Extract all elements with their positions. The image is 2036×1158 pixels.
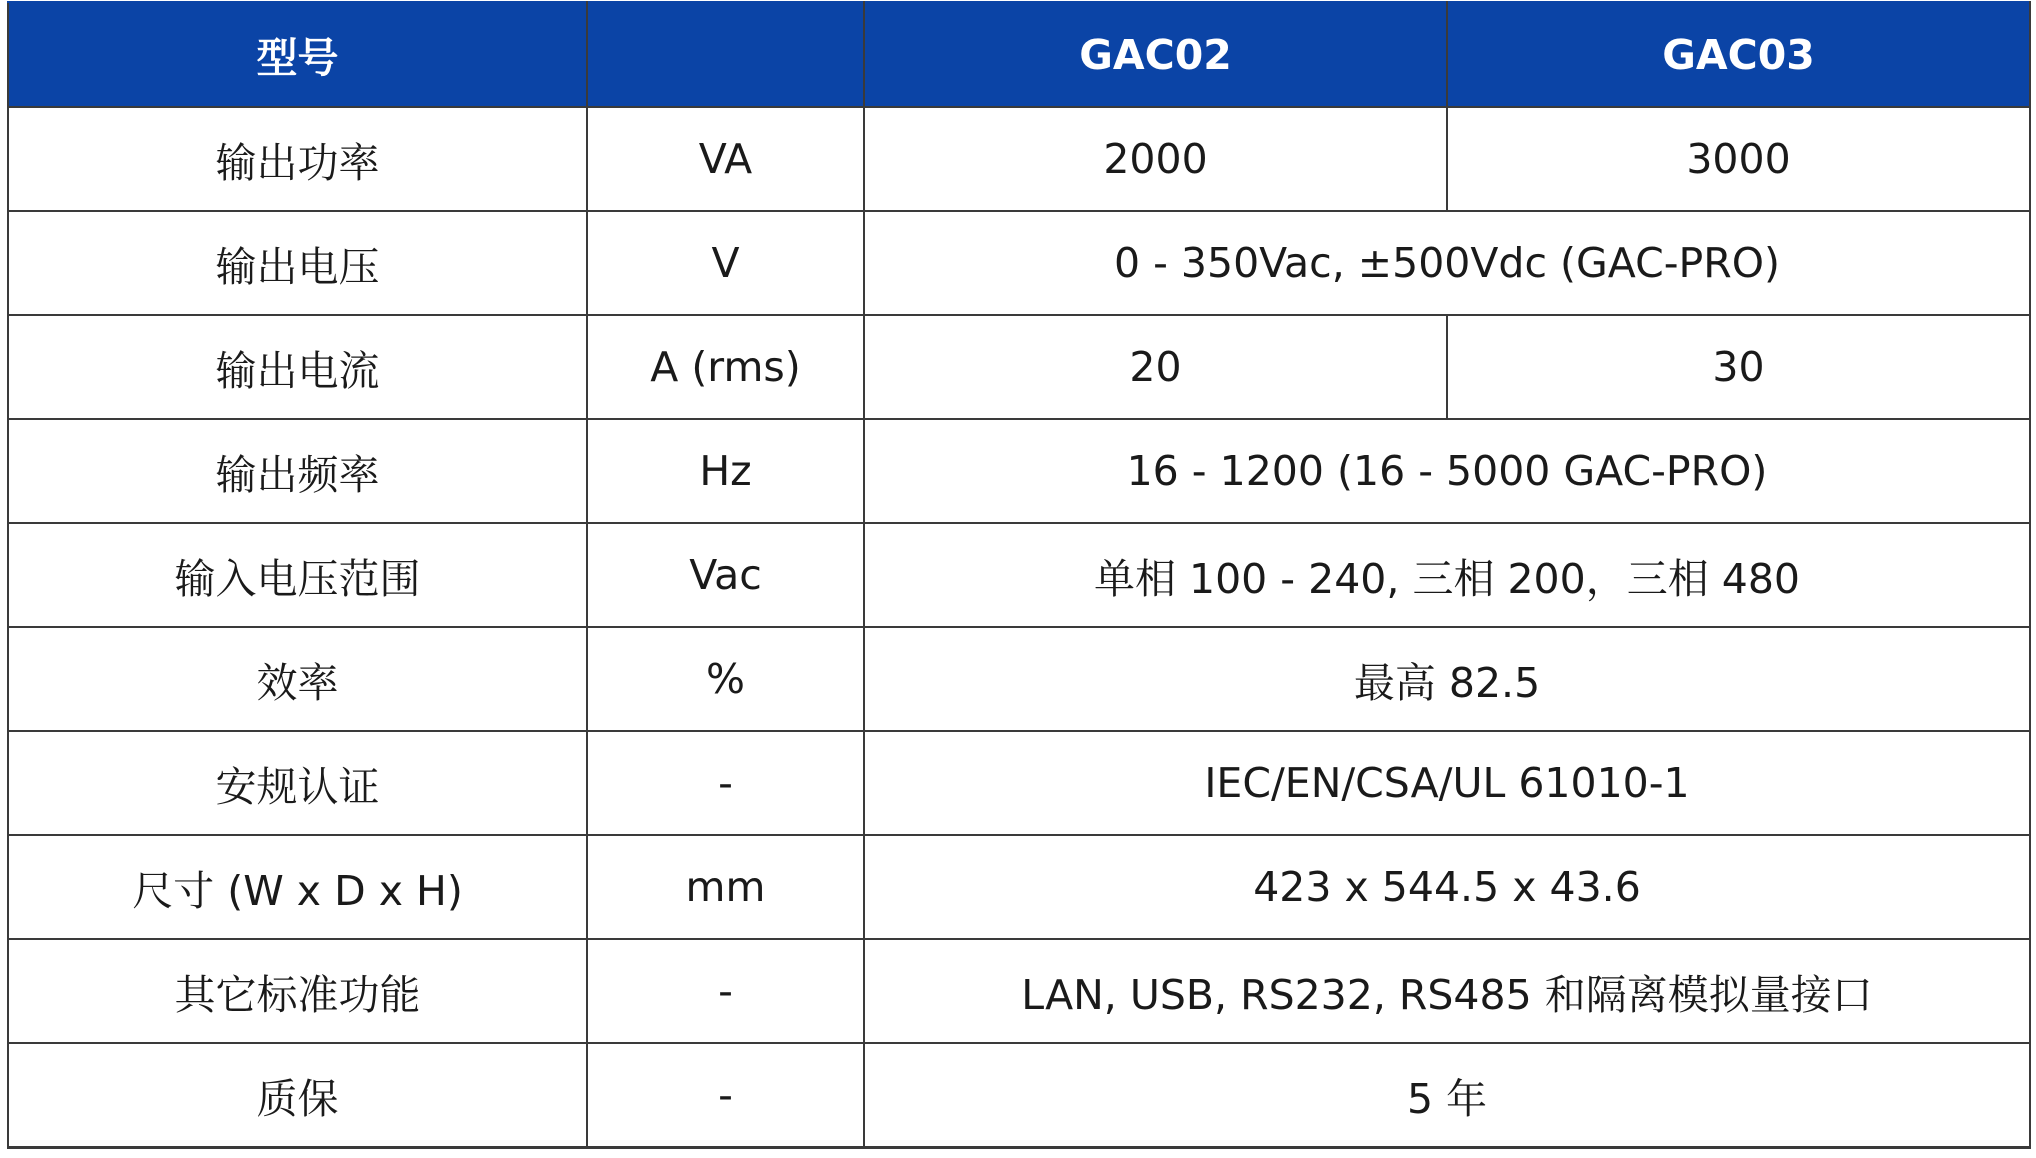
unit-cell: V — [587, 211, 864, 315]
table-body — [8, 107, 2030, 1148]
value-cell-shared: 单相 100 - 240, 三相 200，三相 480 — [864, 523, 2030, 627]
value-cell-shared: 423 x 544.5 x 43.6 — [864, 835, 2030, 939]
header-model-gac02: GAC02 — [864, 2, 1447, 107]
row-input-voltage-range — [8, 523, 2030, 627]
specification-table — [7, 1, 2031, 1149]
param-cell: 安规认证 — [8, 731, 587, 835]
value-cell-gac02: 20 — [864, 315, 1447, 419]
param-cell: 输出电压 — [8, 211, 587, 315]
row-efficiency — [8, 627, 2030, 731]
value-cell-shared: 0 - 350Vac, ±500Vdc (GAC-PRO) — [864, 211, 2030, 315]
row-output-voltage — [8, 211, 2030, 315]
value-cell-shared: 最高 82.5 — [864, 627, 2030, 731]
row-output-current — [8, 315, 2030, 419]
row-output-frequency — [8, 419, 2030, 523]
unit-cell: mm — [587, 835, 864, 939]
unit-cell: - — [587, 939, 864, 1043]
unit-cell: - — [587, 731, 864, 835]
unit-cell: VA — [587, 107, 864, 211]
value-cell-shared: 16 - 1200 (16 - 5000 GAC-PRO) — [864, 419, 2030, 523]
value-cell-shared: 5 年 — [864, 1043, 2030, 1148]
param-cell: 其它标准功能 — [8, 939, 587, 1043]
unit-cell: - — [587, 1043, 864, 1148]
param-cell: 质保 — [8, 1043, 587, 1148]
param-cell: 效率 — [8, 627, 587, 731]
row-safety-certification — [8, 731, 2030, 835]
unit-cell: Hz — [587, 419, 864, 523]
value-cell-gac03: 30 — [1447, 315, 2030, 419]
value-cell-gac02: 2000 — [864, 107, 1447, 211]
param-cell: 输出频率 — [8, 419, 587, 523]
unit-cell: Vac — [587, 523, 864, 627]
param-cell: 输入电压范围 — [8, 523, 587, 627]
header-model-gac03: GAC03 — [1447, 2, 2030, 107]
unit-cell: A (rms) — [587, 315, 864, 419]
header-row — [8, 2, 2030, 107]
param-cell: 尺寸 (W x D x H) — [8, 835, 587, 939]
row-other-standard-features — [8, 939, 2030, 1043]
header-unit-label — [587, 2, 864, 107]
param-cell: 输出功率 — [8, 107, 587, 211]
row-output-power — [8, 107, 2030, 211]
unit-cell: % — [587, 627, 864, 731]
value-cell-shared: IEC/EN/CSA/UL 61010-1 — [864, 731, 2030, 835]
value-cell-gac03: 3000 — [1447, 107, 2030, 211]
row-dimensions — [8, 835, 2030, 939]
row-warranty — [8, 1043, 2030, 1148]
table-header — [8, 2, 2030, 107]
value-cell-shared: LAN, USB, RS232, RS485 和隔离模拟量接口 — [864, 939, 2030, 1043]
header-model-label: 型号 — [8, 2, 587, 107]
param-cell: 输出电流 — [8, 315, 587, 419]
